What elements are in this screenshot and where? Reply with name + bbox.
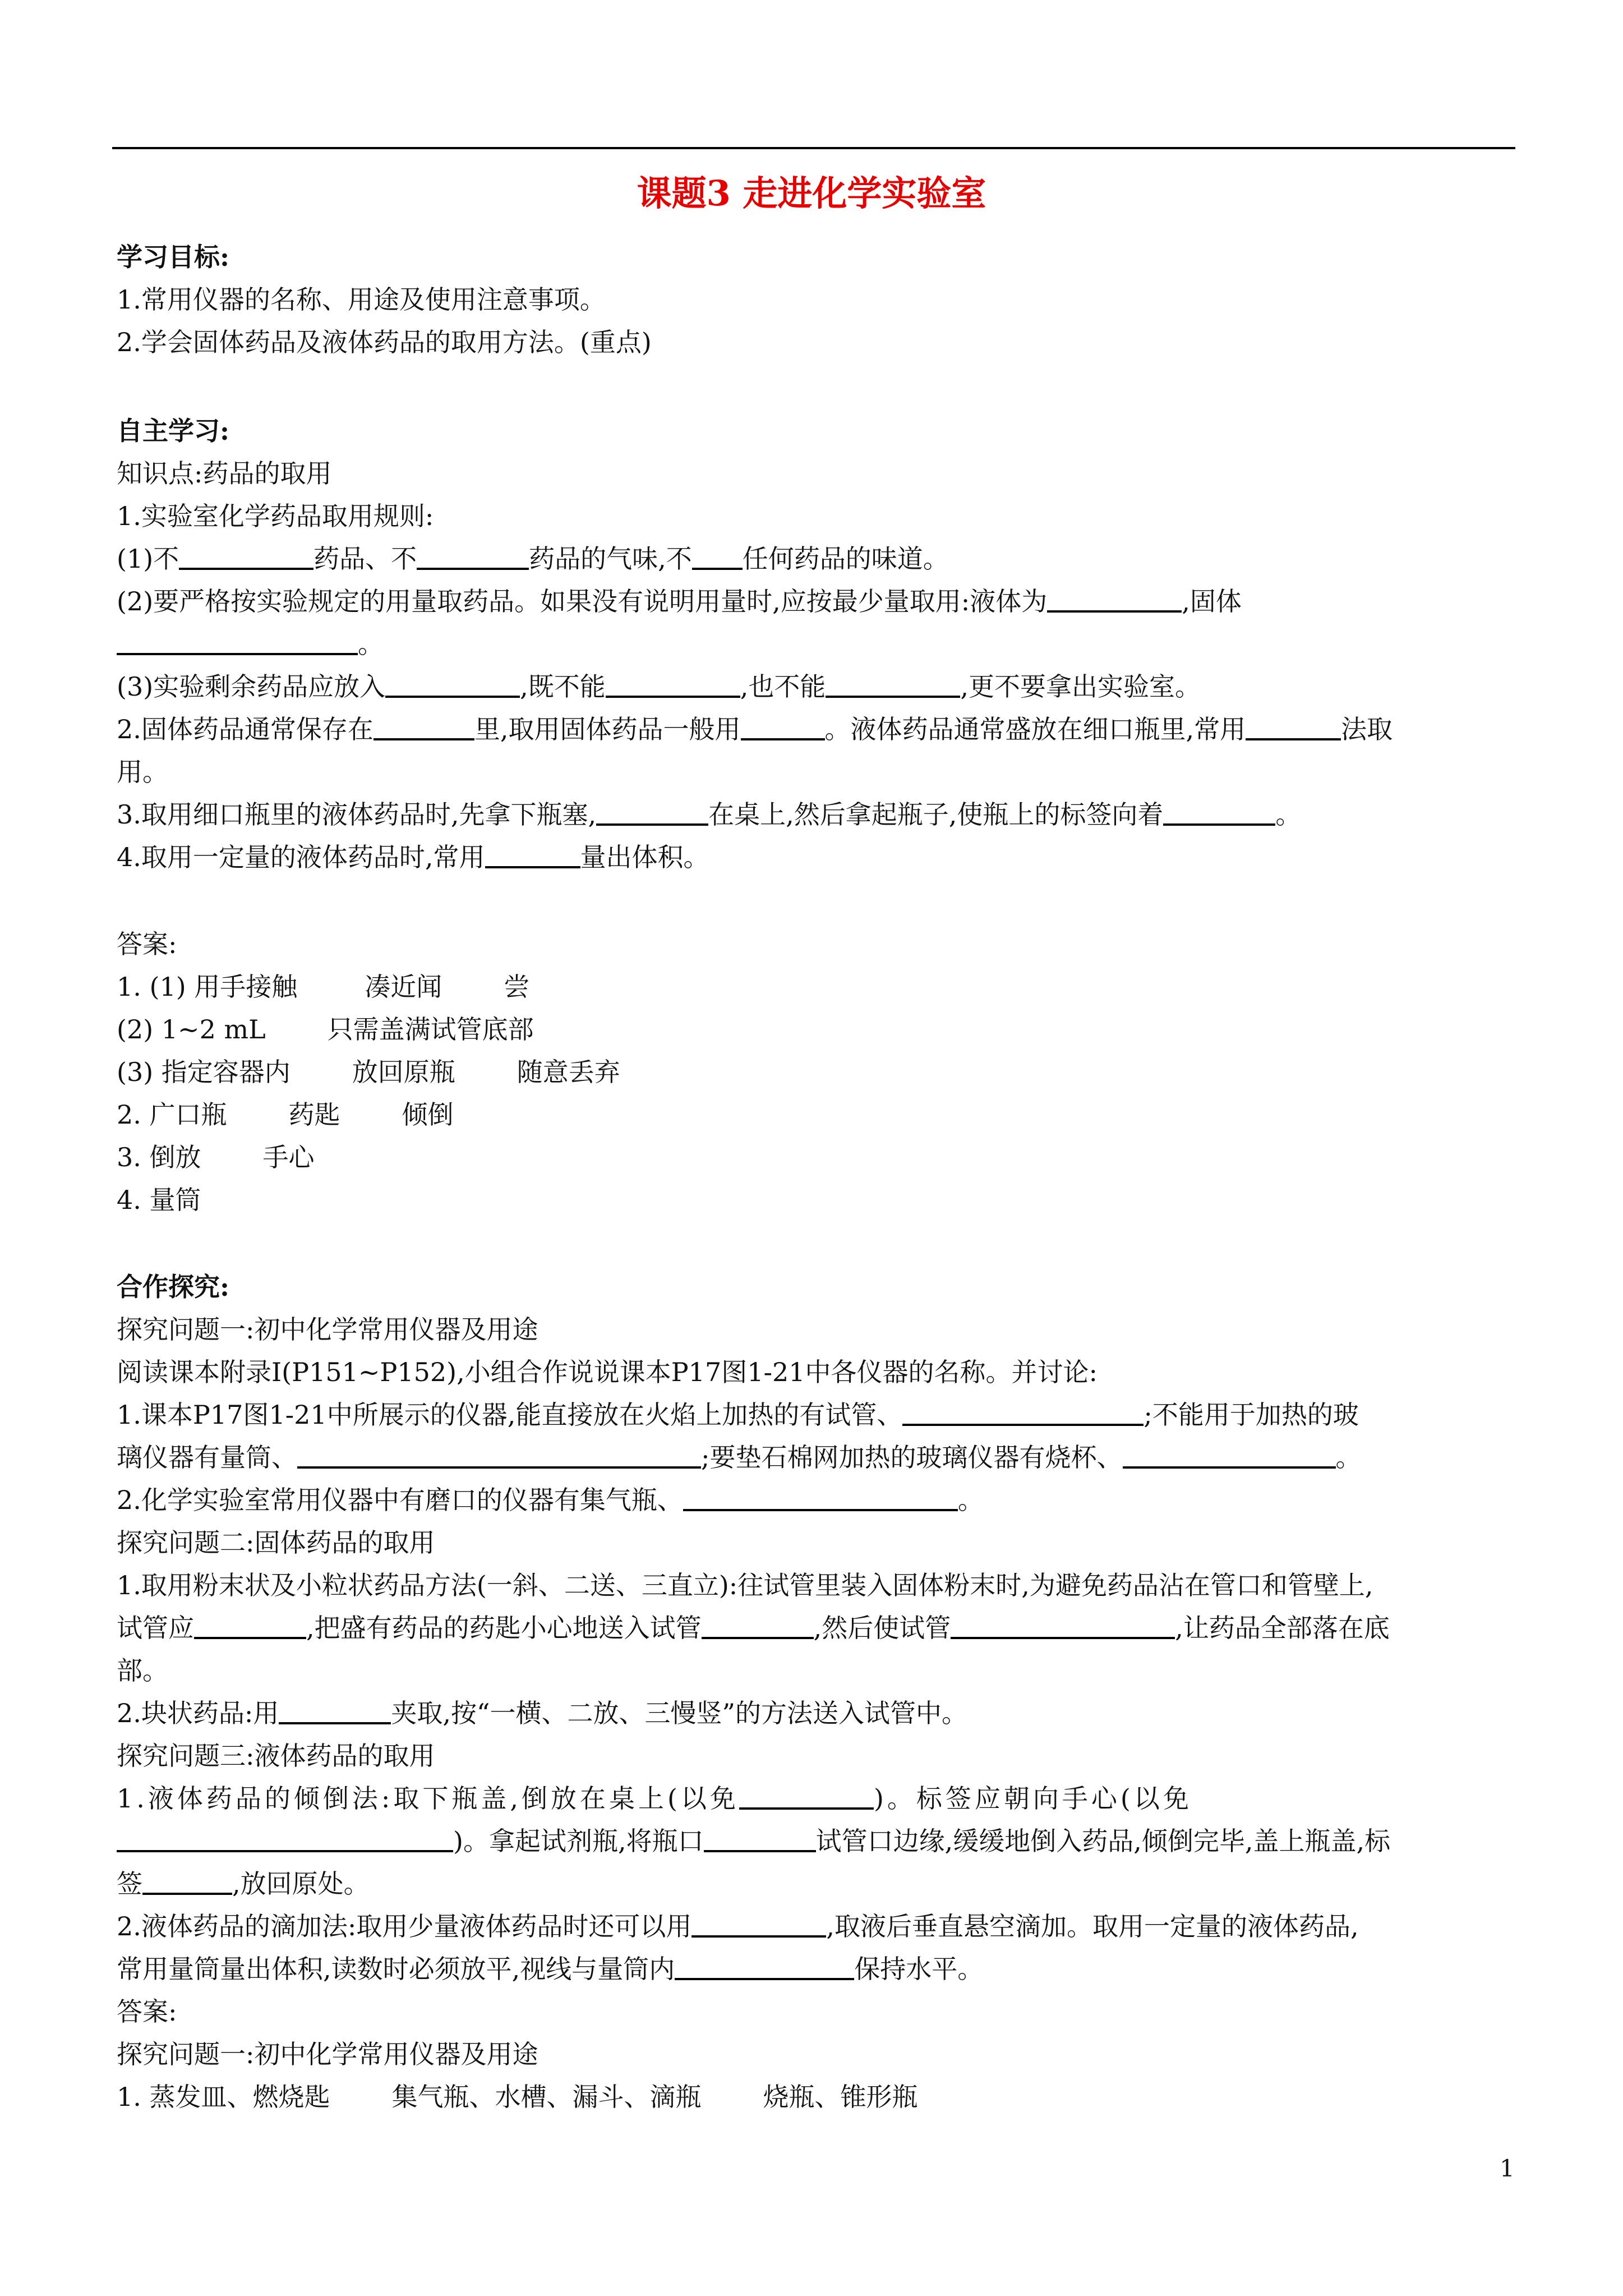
answer-blank[interactable] (702, 1614, 814, 1639)
answer-blank[interactable] (485, 844, 580, 868)
question-text: 璃仪器有量筒、 (117, 1442, 297, 1473)
answer-text: 放回原瓶 (352, 1057, 455, 1087)
answer-blank[interactable] (297, 1444, 701, 1469)
question-text: 1.课本P17图1-21中所展示的仪器,能直接放在火焰上加热的有试管、 (117, 1400, 903, 1430)
answer-line (117, 1008, 1519, 1051)
question-text: 2.块状药品:用 (117, 1698, 279, 1728)
goal-item: 1.常用仪器的名称、用途及使用注意事项。 (117, 284, 606, 315)
question-line (117, 623, 1519, 665)
question-text: 3.取用细口瓶里的液体药品时,先拿下瓶塞, (117, 799, 597, 830)
question-text: (1)不 (117, 544, 179, 574)
question-line (117, 665, 1519, 708)
answer-blank[interactable] (902, 1401, 1144, 1426)
knowledge-point: 知识点:药品的取用 (117, 458, 332, 489)
answer-text: 凑近闻 (365, 972, 442, 1002)
question-line (117, 1436, 1519, 1479)
question-text: 法取 (1341, 714, 1393, 744)
question-text: 。液体药品通常盛放在细口瓶里,常用 (824, 714, 1246, 744)
question-text: 夹取,按“一横、二放、三慢竖”的方法送入试管中。 (391, 1698, 968, 1728)
question-text: 里,取用固体药品一般用 (474, 714, 741, 744)
question-line (117, 537, 1519, 580)
answer-blank[interactable] (374, 716, 474, 740)
goal-item: 2.学会固体药品及液体药品的取用方法。(重点) (117, 327, 652, 357)
answer-text: 随意丢弃 (517, 1057, 620, 1087)
answer-blank[interactable] (683, 1487, 958, 1511)
answer-blank[interactable] (704, 1828, 816, 1852)
question-text: 在桌上,然后拿起瓶子,使瓶上的标签向着 (708, 799, 1164, 830)
question-text: 保持水平。 (854, 1954, 984, 1984)
answer-blank[interactable] (826, 673, 960, 698)
question-line (117, 1607, 1519, 1649)
answer-blank[interactable] (1246, 716, 1341, 740)
answer-text: (3) 指定容器内 (117, 1057, 291, 1087)
question-text: ,放回原处。 (232, 1869, 370, 1899)
question-line (117, 1948, 1519, 1990)
answer-blank[interactable] (1123, 1444, 1336, 1469)
question-line (117, 1692, 1519, 1734)
question-text: 试管口边缘,缓缓地倒入药品,倾倒完毕,盖上瓶盖,标 (815, 1826, 1391, 1856)
question-line (117, 1820, 1519, 1862)
answer-line (117, 2076, 1519, 2118)
answer-text: 只需盖满试管底部 (327, 1014, 534, 1045)
question-text: 签 (117, 1869, 142, 1899)
answer-blank[interactable] (739, 1785, 874, 1810)
page-title: 课题3 走进化学实验室 (637, 173, 986, 214)
answer-blank[interactable] (741, 716, 825, 740)
question-text: ,既不能 (520, 671, 606, 702)
answer-text: 1. (1) 用手接触 (117, 972, 298, 1002)
problem-title: 探究问题二:固体药品的取用 (117, 1527, 435, 1558)
answer-text: 4. 量筒 (117, 1185, 201, 1215)
question-text: 。 (1275, 799, 1302, 830)
question-text: 2.化学实验室常用仪器中有磨口的仪器有集气瓶、 (117, 1485, 683, 1515)
answer-blank[interactable] (279, 1700, 391, 1724)
answer-line (117, 1136, 1519, 1179)
question-text: 药品的气味,不 (529, 544, 692, 574)
answer-blank[interactable] (596, 801, 708, 826)
answer-blank[interactable] (117, 1828, 453, 1852)
question-line (117, 708, 1519, 751)
answer-blank[interactable] (691, 1913, 826, 1938)
question-line (117, 836, 1519, 878)
question-text: 试管应 (117, 1613, 194, 1643)
question-line (117, 1905, 1519, 1948)
page-number: 1 (1500, 2155, 1515, 2182)
answer-blank[interactable] (606, 673, 740, 698)
question-text: 4.取用一定量的液体药品时,常用 (117, 842, 485, 872)
answer-blank[interactable] (117, 631, 358, 655)
question-text: 。 (358, 629, 384, 659)
question-line: 部。 (117, 1655, 168, 1686)
answer-blank[interactable] (692, 545, 743, 570)
answer-blank[interactable] (675, 1955, 854, 1980)
question-text: 量出体积。 (580, 842, 709, 872)
answer-text: 手心 (262, 1142, 315, 1172)
goals-heading: 学习目标: (117, 242, 229, 272)
question-text: ,也不能 (740, 671, 826, 702)
question-text: ,然后使试管 (813, 1613, 951, 1643)
question-text: 2.液体药品的滴加法:取用少量液体药品时还可以用 (117, 1911, 692, 1941)
question-text: 常用量筒量出体积,读数时必须放平,视线与量筒内 (117, 1954, 675, 1984)
header-rule (112, 147, 1515, 149)
answer-line (117, 1093, 1519, 1136)
answer-text: 集气瓶、水槽、漏斗、滴瓶 (391, 2082, 702, 2112)
question-line (117, 1777, 1519, 1820)
answer-text: 倾倒 (402, 1099, 454, 1130)
question-text: ,取液后垂直悬空滴加。取用一定量的液体药品, (826, 1911, 1359, 1941)
question-text: 。 (1335, 1442, 1362, 1473)
question-text: )。标签应朝向手心(以免 (873, 1783, 1192, 1814)
question-text: 药品、不 (313, 544, 417, 574)
question-line (117, 580, 1519, 623)
problem-title: 探究问题一:初中化学常用仪器及用途 (117, 1314, 538, 1345)
answer-text: 烧瓶、锥形瓶 (763, 2082, 918, 2112)
question-text: ;不能用于加热的玻 (1144, 1400, 1359, 1430)
self-study-heading: 自主学习: (117, 416, 229, 446)
answer-text: (2) 1~2 mL (117, 1014, 266, 1045)
answer-line (117, 1051, 1519, 1093)
answer-text: 1. 蒸发皿、燃烧匙 (117, 2082, 330, 2112)
answer-blank[interactable] (417, 545, 529, 570)
answer-text: 3. 倒放 (117, 1142, 201, 1172)
question-line (117, 1393, 1519, 1436)
answer-text: 药匙 (288, 1099, 340, 1130)
question-text: 1.液体药品的倾倒法:取下瓶盖,倒放在桌上(以免 (117, 1783, 739, 1814)
answer-blank[interactable] (385, 673, 520, 698)
answer-blank[interactable] (194, 1614, 306, 1639)
question-text: 。 (957, 1485, 984, 1515)
question-line: 用。 (117, 757, 168, 787)
question-text: )。拿起试剂瓶,将瓶口 (453, 1826, 704, 1856)
question-text: ,把盛有药品的药匙小心地送入试管 (306, 1613, 702, 1643)
question-line: 1.取用粉末状及小粒状药品方法(一斜、二送、三直立):往试管里装入固体粉末时,为避免药品沾在管口和管壁上, (117, 1570, 1373, 1600)
answer-line (117, 965, 1519, 1008)
answers-heading: 答案: (117, 1996, 177, 2027)
answer-line (117, 1179, 1519, 1221)
answer-blank[interactable] (1163, 801, 1275, 826)
question-text: 任何药品的味道。 (742, 544, 949, 574)
question-text: 2.固体药品通常保存在 (117, 714, 374, 744)
answer-blank[interactable] (142, 1870, 232, 1895)
question-text: ,让药品全部落在底 (1175, 1613, 1390, 1643)
problem-intro: 阅读课本附录Ⅰ(P151~P152),小组合作说说课本P17图1-21中各仪器的名称。并讨论: (117, 1357, 1098, 1387)
question-line (117, 1862, 1519, 1905)
answer-blank[interactable] (1047, 588, 1182, 613)
question-text: (3)实验剩余药品应放入 (117, 671, 386, 702)
answer-blank[interactable] (951, 1614, 1175, 1639)
cooperation-heading: 合作探究: (117, 1272, 229, 1302)
answer-blank[interactable] (179, 545, 313, 570)
question-text: ,更不要拿出实验室。 (960, 671, 1201, 702)
problem-title: 探究问题三:液体药品的取用 (117, 1741, 435, 1771)
question-text: (2)要严格按实验规定的用量取药品。如果没有说明用量时,应按最少量取用:液体为 (117, 586, 1048, 616)
question-line (117, 1479, 1519, 1521)
answers-heading: 答案: (117, 929, 177, 959)
problem-title: 探究问题一:初中化学常用仪器及用途 (117, 2039, 538, 2069)
answer-text: 尝 (504, 972, 530, 1002)
rule-title: 1.实验室化学药品取用规则: (117, 501, 434, 531)
question-text: ;要垫石棉网加热的玻璃仪器有烧杯、 (701, 1442, 1123, 1473)
answer-text: 2. 广口瓶 (117, 1099, 227, 1130)
question-text: ,固体 (1182, 586, 1242, 616)
question-line (117, 793, 1519, 836)
